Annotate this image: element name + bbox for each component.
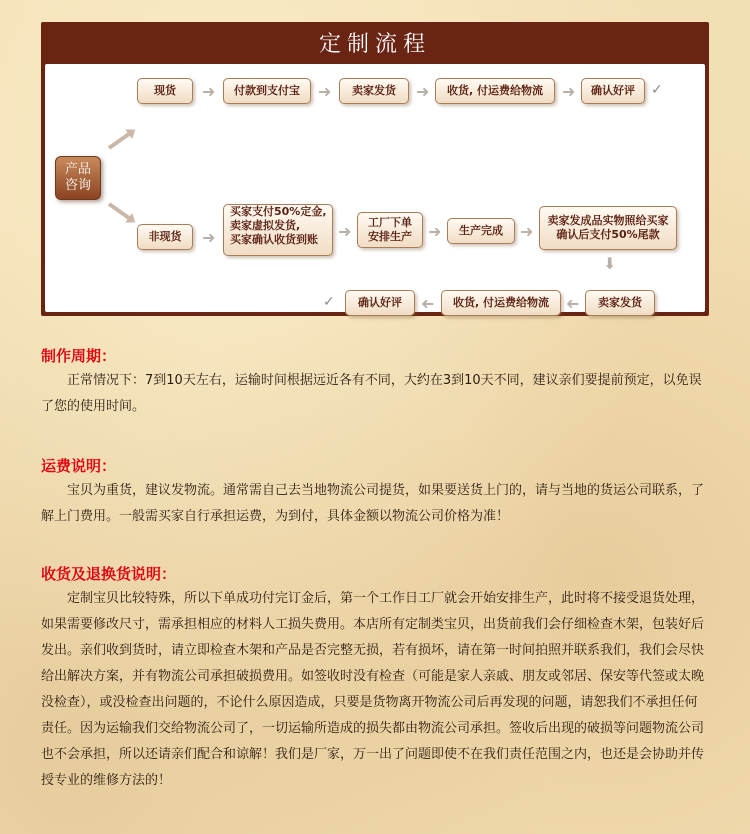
returns-section bbox=[41, 564, 709, 794]
down-right-arrow-icon bbox=[108, 202, 132, 220]
product-consult-box bbox=[55, 156, 101, 200]
deposit-line-1: 买家支付50%定金, bbox=[230, 205, 327, 218]
right-arrow-icon: ➜ bbox=[520, 222, 534, 241]
section-body: 定制宝贝比较特殊，所以下单成功付完订金后，第一个工作日工厂就会开始安排生产，此时将不接受退货处理，如果需要修改尺寸，需承担相应的材料人工损失费用。本店所有定制类宝贝，出货前我们会仔细检查木架，包装好后发出。亲们收到货时，请立即检查木架和产品是否完整无损，若有损坏，请在第一时间拍照并联系我们，我们会尽快给出解决方案，并有物流公司承担破损费用。如签收时没有检查（可能是家人亲戚、朋友或邻居、保安等代签或太晚没检查），或没检查出问题的，不论什么原因造成，只要是货物离开物流公司后再发现的问题，请恕我们不承担任何责任。因为运输我们交给物流公司了，一切运输所造成的损失都由物流公司承担。签收后出现的破损等问题物流公司也不会承担，所以还请亲们配合和谅解！我们是厂家，万一出了问题即使不在我们责任范围之内，也还是会协助并传授专业的维修方法的！ bbox=[41, 591, 705, 788]
production-done-box: 生产完成 bbox=[447, 218, 515, 244]
shipping-section bbox=[41, 456, 709, 530]
seller-ship-box: 卖家发货 bbox=[339, 78, 409, 104]
seller-ship-box-2: 卖家发货 bbox=[585, 290, 655, 316]
section-title: 运费说明： bbox=[41, 457, 117, 475]
deposit-box bbox=[223, 204, 333, 256]
receive-pay-freight-box: 收货, 付运费给物流 bbox=[435, 78, 555, 104]
pay-alipay-box: 付款到支付宝 bbox=[223, 78, 311, 104]
in-stock-box: 现货 bbox=[137, 78, 193, 104]
confirm-review-box-2: 确认好评 bbox=[345, 290, 415, 316]
right-arrow-icon: ➜ bbox=[428, 222, 442, 241]
right-arrow-icon: ➜ bbox=[416, 82, 430, 101]
section-body: 宝贝为重货，建议发物流。通常需自己去当地物流公司提货，如果要送货上门的，请与当地的货运公司联系，了解上门费用。一般需买家自行承担运费，为到付，具体金额以物流公司价格为准！ bbox=[41, 483, 705, 524]
right-arrow-icon: ➜ bbox=[338, 222, 352, 241]
confirm-review-box: 确认好评 bbox=[581, 78, 645, 104]
photos-line-1: 卖家发成品实物照给买家 bbox=[547, 214, 669, 227]
send-photos-box bbox=[539, 206, 677, 250]
deposit-line-2: 卖家虚拟发货, bbox=[230, 219, 301, 232]
right-arrow-icon: ➜ bbox=[202, 228, 216, 247]
up-right-arrow-icon bbox=[108, 131, 132, 149]
process-title: 定制流程 bbox=[318, 32, 431, 57]
flow-chart bbox=[45, 64, 705, 312]
photos-line-2: 确认后支付50%尾款 bbox=[556, 228, 660, 241]
section-body: 正常情况下：7到10天左右，运输时间根据远近各有不同，大约在3到10天不同，建议亲们要提前预定，以免误了您的使用时间。 bbox=[41, 373, 702, 414]
factory-line-2: 安排生产 bbox=[368, 230, 412, 243]
right-arrow-icon: ➜ bbox=[562, 82, 576, 101]
section-title: 制作周期： bbox=[41, 347, 117, 365]
production-cycle-section bbox=[41, 346, 709, 420]
left-arrow-icon: ➜ bbox=[566, 294, 580, 313]
deposit-line-3: 买家确认收货到账 bbox=[230, 233, 318, 246]
right-arrow-icon: ➜ bbox=[202, 82, 216, 101]
factory-line-1: 工厂下单 bbox=[368, 216, 412, 229]
left-arrow-icon: ➜ bbox=[421, 294, 435, 313]
factory-order-box bbox=[357, 212, 423, 248]
section-title: 收货及退换货说明： bbox=[41, 565, 177, 583]
check-icon: ✓ bbox=[323, 294, 335, 310]
product-consult-label: 产品 咨询 bbox=[64, 162, 91, 193]
receive-pay-freight-box-2: 收货, 付运费给物流 bbox=[441, 290, 561, 316]
check-icon: ✓ bbox=[651, 82, 663, 98]
down-arrow-icon: ⬇ bbox=[603, 254, 617, 273]
right-arrow-icon: ➜ bbox=[318, 82, 332, 101]
not-in-stock-box: 非现货 bbox=[137, 224, 193, 250]
process-panel bbox=[41, 22, 709, 316]
